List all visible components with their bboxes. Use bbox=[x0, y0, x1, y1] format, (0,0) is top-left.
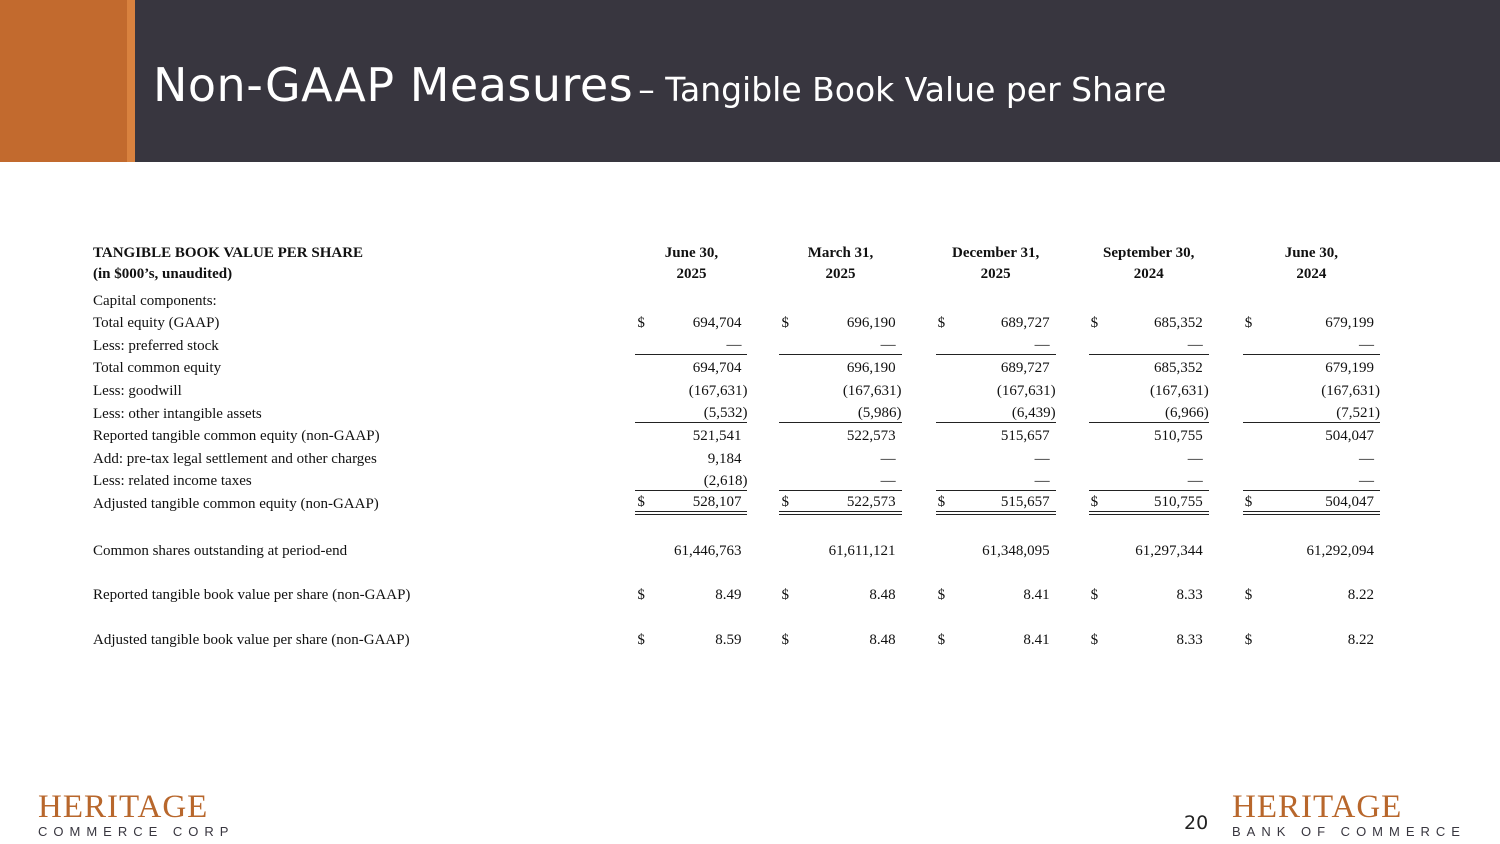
table-row bbox=[90, 445, 1380, 468]
currency-sign: $ bbox=[1244, 587, 1253, 604]
logo-wordmark: HERITAGE bbox=[1232, 789, 1403, 825]
table-cell: 8.41 bbox=[1023, 631, 1050, 648]
currency-sign: $ bbox=[637, 631, 645, 648]
table-heading: TANGIBLE BOOK VALUE PER SHARE bbox=[93, 245, 364, 261]
currency-sign: $ bbox=[937, 587, 946, 604]
column-year-2: 2025 bbox=[825, 266, 856, 282]
logo-tagline: BANK OF COMMERCE bbox=[1232, 824, 1466, 839]
table-row bbox=[90, 287, 1380, 310]
table-cell: (2,618) bbox=[703, 472, 748, 489]
table-cell: 689,727 bbox=[1000, 315, 1050, 332]
header-accent-edge bbox=[127, 0, 135, 162]
table-cell: (6,966) bbox=[1108, 400, 1209, 423]
table-cell: (167,631) bbox=[1321, 382, 1380, 399]
column-header-5: June 30, bbox=[1284, 245, 1339, 261]
table-cell: — bbox=[1034, 472, 1050, 489]
table-cell: 694,704 bbox=[692, 360, 742, 377]
row-label: Capital components: bbox=[93, 292, 217, 309]
currency-sign: $ bbox=[779, 490, 798, 513]
table-cell: — bbox=[1187, 472, 1203, 489]
table-cell: 61,446,763 bbox=[673, 542, 742, 559]
table-cell: (167,631) bbox=[1149, 382, 1209, 399]
table-cell: 504,047 bbox=[1325, 428, 1374, 445]
table-cell: (167,631) bbox=[842, 382, 902, 399]
table-cell: — bbox=[880, 472, 896, 489]
table-cell: (167,631) bbox=[996, 382, 1056, 399]
table-row bbox=[90, 423, 1380, 446]
row-label: Less: preferred stock bbox=[93, 337, 219, 354]
table-row bbox=[90, 490, 1380, 513]
table-row bbox=[90, 310, 1380, 333]
table-header-row-1 bbox=[90, 245, 1380, 266]
table-cell: 61,611,121 bbox=[828, 542, 896, 559]
table-cell: 8.41 bbox=[1023, 587, 1050, 604]
table-row bbox=[90, 377, 1380, 400]
currency-sign: $ bbox=[635, 490, 654, 513]
table-cell: 8.48 bbox=[869, 587, 896, 604]
row-label: Reported tangible common equity (non-GAAP) bbox=[93, 428, 380, 445]
table-cell: 8.22 bbox=[1347, 631, 1374, 648]
currency-sign: $ bbox=[1244, 631, 1253, 648]
currency-sign: $ bbox=[637, 315, 645, 332]
table-cell: 679,199 bbox=[1325, 315, 1374, 332]
row-label: Reported tangible book value per share (non-GAAP) bbox=[93, 587, 411, 604]
table-row bbox=[90, 537, 1380, 560]
table-cell: 522,573 bbox=[798, 490, 901, 513]
table-header-row-2 bbox=[90, 266, 1380, 287]
currency-sign: $ bbox=[781, 631, 789, 648]
table-cell: 504,047 bbox=[1262, 490, 1380, 513]
column-year-5: 2024 bbox=[1296, 266, 1327, 282]
column-header-4: September 30, bbox=[1103, 245, 1195, 261]
page-number: 20 bbox=[1184, 812, 1209, 834]
table-cell: 61,297,344 bbox=[1135, 542, 1203, 559]
slide-title-main: Non-GAAP Measures bbox=[153, 58, 634, 112]
currency-sign: $ bbox=[1090, 631, 1099, 648]
table-cell: 515,657 bbox=[1000, 428, 1050, 445]
column-header-2: March 31, bbox=[807, 245, 874, 261]
row-label: Add: pre-tax legal settlement and other charges bbox=[93, 450, 377, 467]
table-cell: 694,704 bbox=[692, 315, 742, 332]
table-cell: (7,521) bbox=[1262, 400, 1380, 423]
currency-sign: $ bbox=[937, 631, 946, 648]
currency-sign: $ bbox=[1089, 490, 1108, 513]
slide-title bbox=[153, 58, 1166, 112]
table-cell: 9,184 bbox=[707, 450, 742, 467]
table-cell: 61,348,095 bbox=[982, 542, 1050, 559]
table-cell: 8.33 bbox=[1176, 587, 1203, 604]
table-cell: 689,727 bbox=[1000, 360, 1050, 377]
tangible-book-value-table bbox=[90, 245, 1380, 649]
table-cell: — bbox=[1034, 450, 1050, 467]
table-cell: — bbox=[880, 450, 896, 467]
column-year-1: 2025 bbox=[676, 266, 707, 282]
row-label: Total common equity bbox=[93, 360, 222, 377]
currency-sign: $ bbox=[937, 315, 946, 332]
table-cell: (6,439) bbox=[955, 400, 1056, 423]
table-cell: (5,532) bbox=[654, 400, 747, 423]
table-cell: — bbox=[1359, 472, 1374, 489]
currency-sign: $ bbox=[781, 587, 789, 604]
table-cell: 8.59 bbox=[715, 631, 742, 648]
table-cell: — bbox=[955, 332, 1056, 355]
table-cell: — bbox=[1262, 332, 1380, 355]
table-row bbox=[90, 626, 1380, 649]
table-cell: — bbox=[798, 332, 901, 355]
currency-sign: $ bbox=[781, 315, 789, 332]
logo-tagline: COMMERCE CORP bbox=[38, 824, 235, 839]
row-label: Total equity (GAAP) bbox=[93, 315, 220, 332]
column-year-4: 2024 bbox=[1133, 266, 1164, 282]
slide-title-sub: – Tangible Book Value per Share bbox=[638, 70, 1167, 109]
currency-sign: $ bbox=[637, 587, 645, 604]
table-cell: 61,292,094 bbox=[1306, 542, 1374, 559]
header-accent-bar bbox=[0, 0, 127, 162]
table-cell: 528,107 bbox=[654, 490, 747, 513]
table-cell: — bbox=[1108, 332, 1209, 355]
table-cell: 510,755 bbox=[1153, 428, 1203, 445]
table-cell: 515,657 bbox=[955, 490, 1056, 513]
table-cell: 8.22 bbox=[1347, 587, 1374, 604]
table-cell: 510,755 bbox=[1108, 490, 1209, 513]
currency-sign: $ bbox=[1090, 315, 1099, 332]
table-cell: — bbox=[654, 332, 747, 355]
currency-sign: $ bbox=[936, 490, 955, 513]
column-header-1: June 30, bbox=[664, 245, 719, 261]
table-row bbox=[90, 355, 1380, 378]
currency-sign: $ bbox=[1243, 490, 1262, 513]
table-cell: — bbox=[1187, 450, 1203, 467]
table-cell: 679,199 bbox=[1325, 360, 1374, 377]
table-cell: (167,631) bbox=[688, 382, 748, 399]
table-cell: 685,352 bbox=[1153, 360, 1203, 377]
table-subheading: (in $000’s, unaudited) bbox=[93, 266, 233, 282]
table-row bbox=[90, 400, 1380, 423]
heritage-commerce-corp-logo bbox=[38, 790, 234, 840]
table-cell: 685,352 bbox=[1153, 315, 1203, 332]
row-label: Less: goodwill bbox=[93, 382, 182, 399]
column-header-3: December 31, bbox=[952, 245, 1040, 261]
heritage-bank-of-commerce-logo bbox=[1232, 790, 1466, 840]
currency-sign: $ bbox=[1244, 315, 1253, 332]
table-row bbox=[90, 332, 1380, 355]
row-label: Adjusted tangible common equity (non-GAAP) bbox=[93, 495, 379, 512]
row-label: Less: other intangible assets bbox=[93, 405, 262, 422]
logo-wordmark: HERITAGE bbox=[38, 789, 209, 825]
table-cell: 696,190 bbox=[846, 360, 896, 377]
table-row bbox=[90, 582, 1380, 605]
table-cell: 8.33 bbox=[1176, 631, 1203, 648]
column-year-3: 2025 bbox=[980, 266, 1011, 282]
table-cell: 8.49 bbox=[715, 587, 742, 604]
table-cell: — bbox=[1359, 450, 1374, 467]
table-cell: (5,986) bbox=[798, 400, 901, 423]
table-cell: 696,190 bbox=[846, 315, 896, 332]
row-label: Common shares outstanding at period-end bbox=[93, 542, 348, 559]
table-cell: 521,541 bbox=[692, 428, 742, 445]
row-label: Less: related income taxes bbox=[93, 473, 252, 490]
table-cell: 8.48 bbox=[869, 631, 896, 648]
currency-sign: $ bbox=[1090, 587, 1099, 604]
slide-header bbox=[0, 0, 1500, 162]
table-row bbox=[90, 468, 1380, 491]
row-label: Adjusted tangible book value per share (non-GAAP) bbox=[93, 631, 410, 648]
table-cell: 522,573 bbox=[846, 428, 896, 445]
